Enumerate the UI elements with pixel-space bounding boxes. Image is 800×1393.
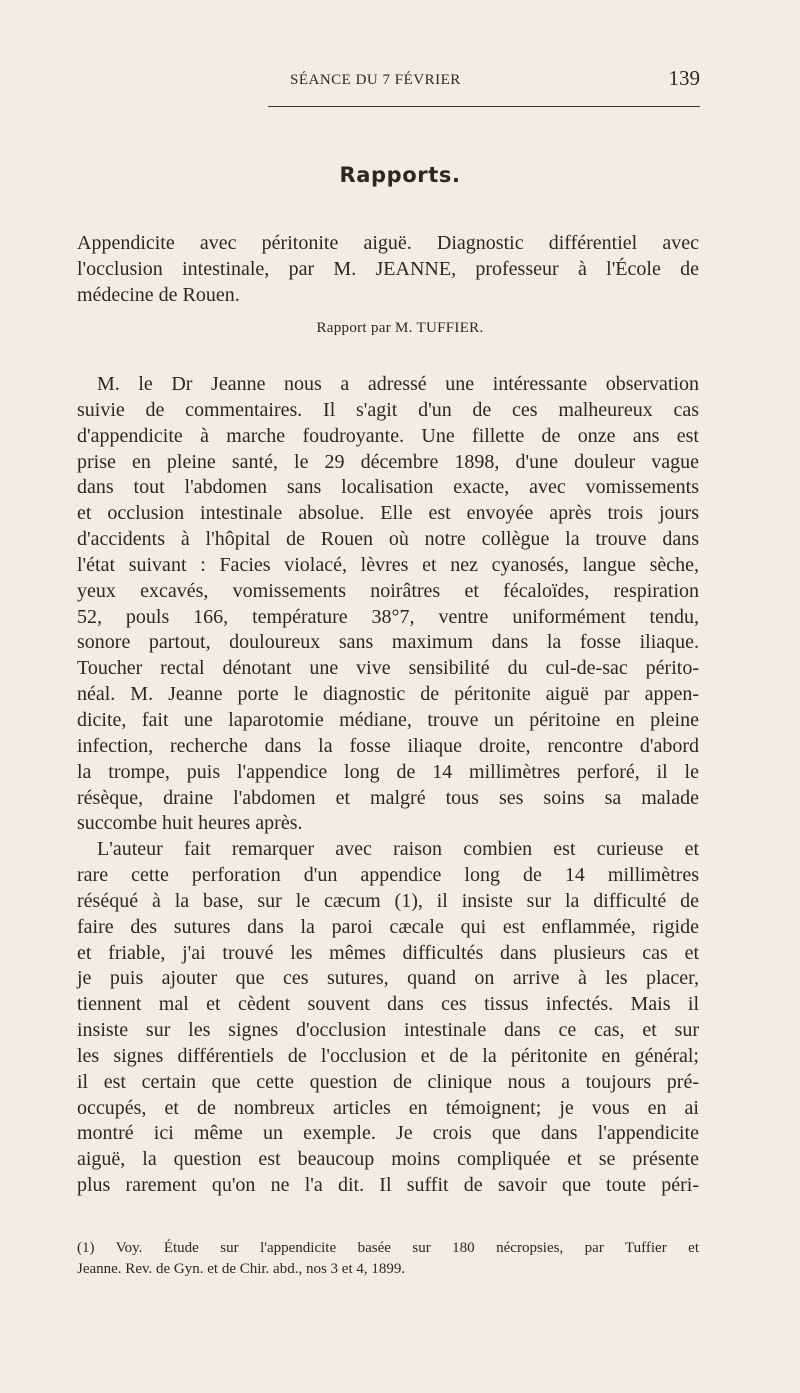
reporter-line: Rapport par M. TUFFIER. — [316, 320, 484, 336]
title-line: l'occlusion intestinale, par M. JEANNE, professeur à l'École de — [77, 257, 699, 280]
body-line: l'état suivant : Facies violacé, lèvres et nez cyanosés, langue sèche, — [77, 553, 699, 576]
footnotes — [77, 1238, 699, 1280]
body-line: il est certain que cette question de clinique nous a toujours pré- — [77, 1070, 699, 1093]
title-line: médecine de Rouen. — [77, 283, 240, 306]
header-rule — [268, 106, 700, 107]
page-number: 139 — [668, 66, 700, 90]
body-line: faire des sutures dans la paroi cæcale qui est enflammée, rigide — [77, 915, 699, 938]
footnote-line: (1) Voy. Étude sur l'appendicite basée sur 180 nécropsies, par Tuffier et — [77, 1240, 699, 1256]
body-line: insiste sur les signes d'occlusion intestinale dans ce cas, et sur — [77, 1019, 699, 1042]
body-line: tiennent mal et cèdent souvent dans ces tissus infectés. Mais il — [77, 993, 699, 1016]
body-line: M. le Dr Jeanne nous a adressé une intéressante observation — [97, 373, 699, 395]
body-line: plus rarement qu'on ne l'a dit. Il suffit de savoir que toute péri- — [77, 1174, 699, 1197]
body-line: sonore partout, douloureux sans maximum dans la fosse iliaque. — [77, 631, 699, 654]
body-line: succombe huit heures après. — [77, 812, 303, 835]
body-line: yeux excavés, vomissements noirâtres et fécaloïdes, respiration — [77, 579, 699, 602]
body-line: néal. M. Jeanne porte le diagnostic de péritonite aiguë par appen- — [77, 683, 699, 706]
running-title: SÉANCE DU 7 FÉVRIER — [290, 72, 461, 88]
body-line: occupés, et de nombreux articles en témoignent; je vous en ai — [77, 1096, 699, 1119]
body-text — [77, 372, 699, 1199]
body-line: prise en pleine santé, le 29 décembre 1898, d'une douleur vague — [77, 450, 699, 473]
body-line: d'accidents à l'hôpital de Rouen où notre collègue la trouve dans — [77, 528, 699, 551]
body-line: dicite, fait une laparotomie médiane, trouve un péritoine en pleine — [77, 708, 699, 731]
body-line: dans tout l'abdomen sans localisation exacte, avec vomissements — [77, 476, 699, 499]
body-line: Toucher rectal dénotant une vive sensibilité du cul-de-sac périto- — [77, 657, 699, 680]
footnote-line: Jeanne. Rev. de Gyn. et de Chir. abd., nos 3 et 4, 1899. — [77, 1261, 406, 1277]
body-line: montré ici même un exemple. Je crois que dans l'appendicite — [77, 1122, 699, 1145]
title-line: Appendicite avec péritonite aiguë. Diagnostic différentiel avec — [77, 232, 699, 254]
body-line: suivie de commentaires. Il s'agit d'un de ces malheureux cas — [77, 398, 699, 421]
body-line: infection, recherche dans la fosse iliaque droite, rencontre d'abord — [77, 734, 699, 757]
body-line: L'auteur fait remarquer avec raison combien est curieuse et — [97, 838, 699, 861]
body-line: et occlusion intestinale absolue. Elle est envoyée après trois jours — [77, 502, 699, 525]
body-line: rare cette perforation d'un appendice long de 14 millimètres — [77, 864, 699, 887]
body-line: je puis ajouter que ces sutures, quand on arrive à les placer, — [77, 967, 699, 990]
body-line: les signes différentiels de l'occlusion et de la péritonite en général; — [77, 1044, 699, 1067]
report-title — [77, 231, 699, 309]
body-line: d'appendicite à marche foudroyante. Une fillette de onze ans est — [77, 424, 699, 447]
section-title: Rapports. — [339, 163, 461, 187]
body-line: et friable, j'ai trouvé les mêmes difficultés dans plusieurs cas et — [77, 941, 699, 964]
body-line: réséqué à la base, sur le cæcum (1), il insiste sur la difficulté de — [77, 889, 699, 912]
body-line: 52, pouls 166, température 38°7, ventre uniformément tendu, — [77, 605, 699, 628]
body-line: aiguë, la question est beaucoup moins compliquée et se présente — [77, 1148, 699, 1171]
body-line: résèque, draine l'abdomen et malgré tous ses soins sa malade — [77, 786, 699, 809]
body-line: la trompe, puis l'appendice long de 14 millimètres perforé, il le — [77, 760, 699, 783]
running-header — [268, 66, 700, 96]
